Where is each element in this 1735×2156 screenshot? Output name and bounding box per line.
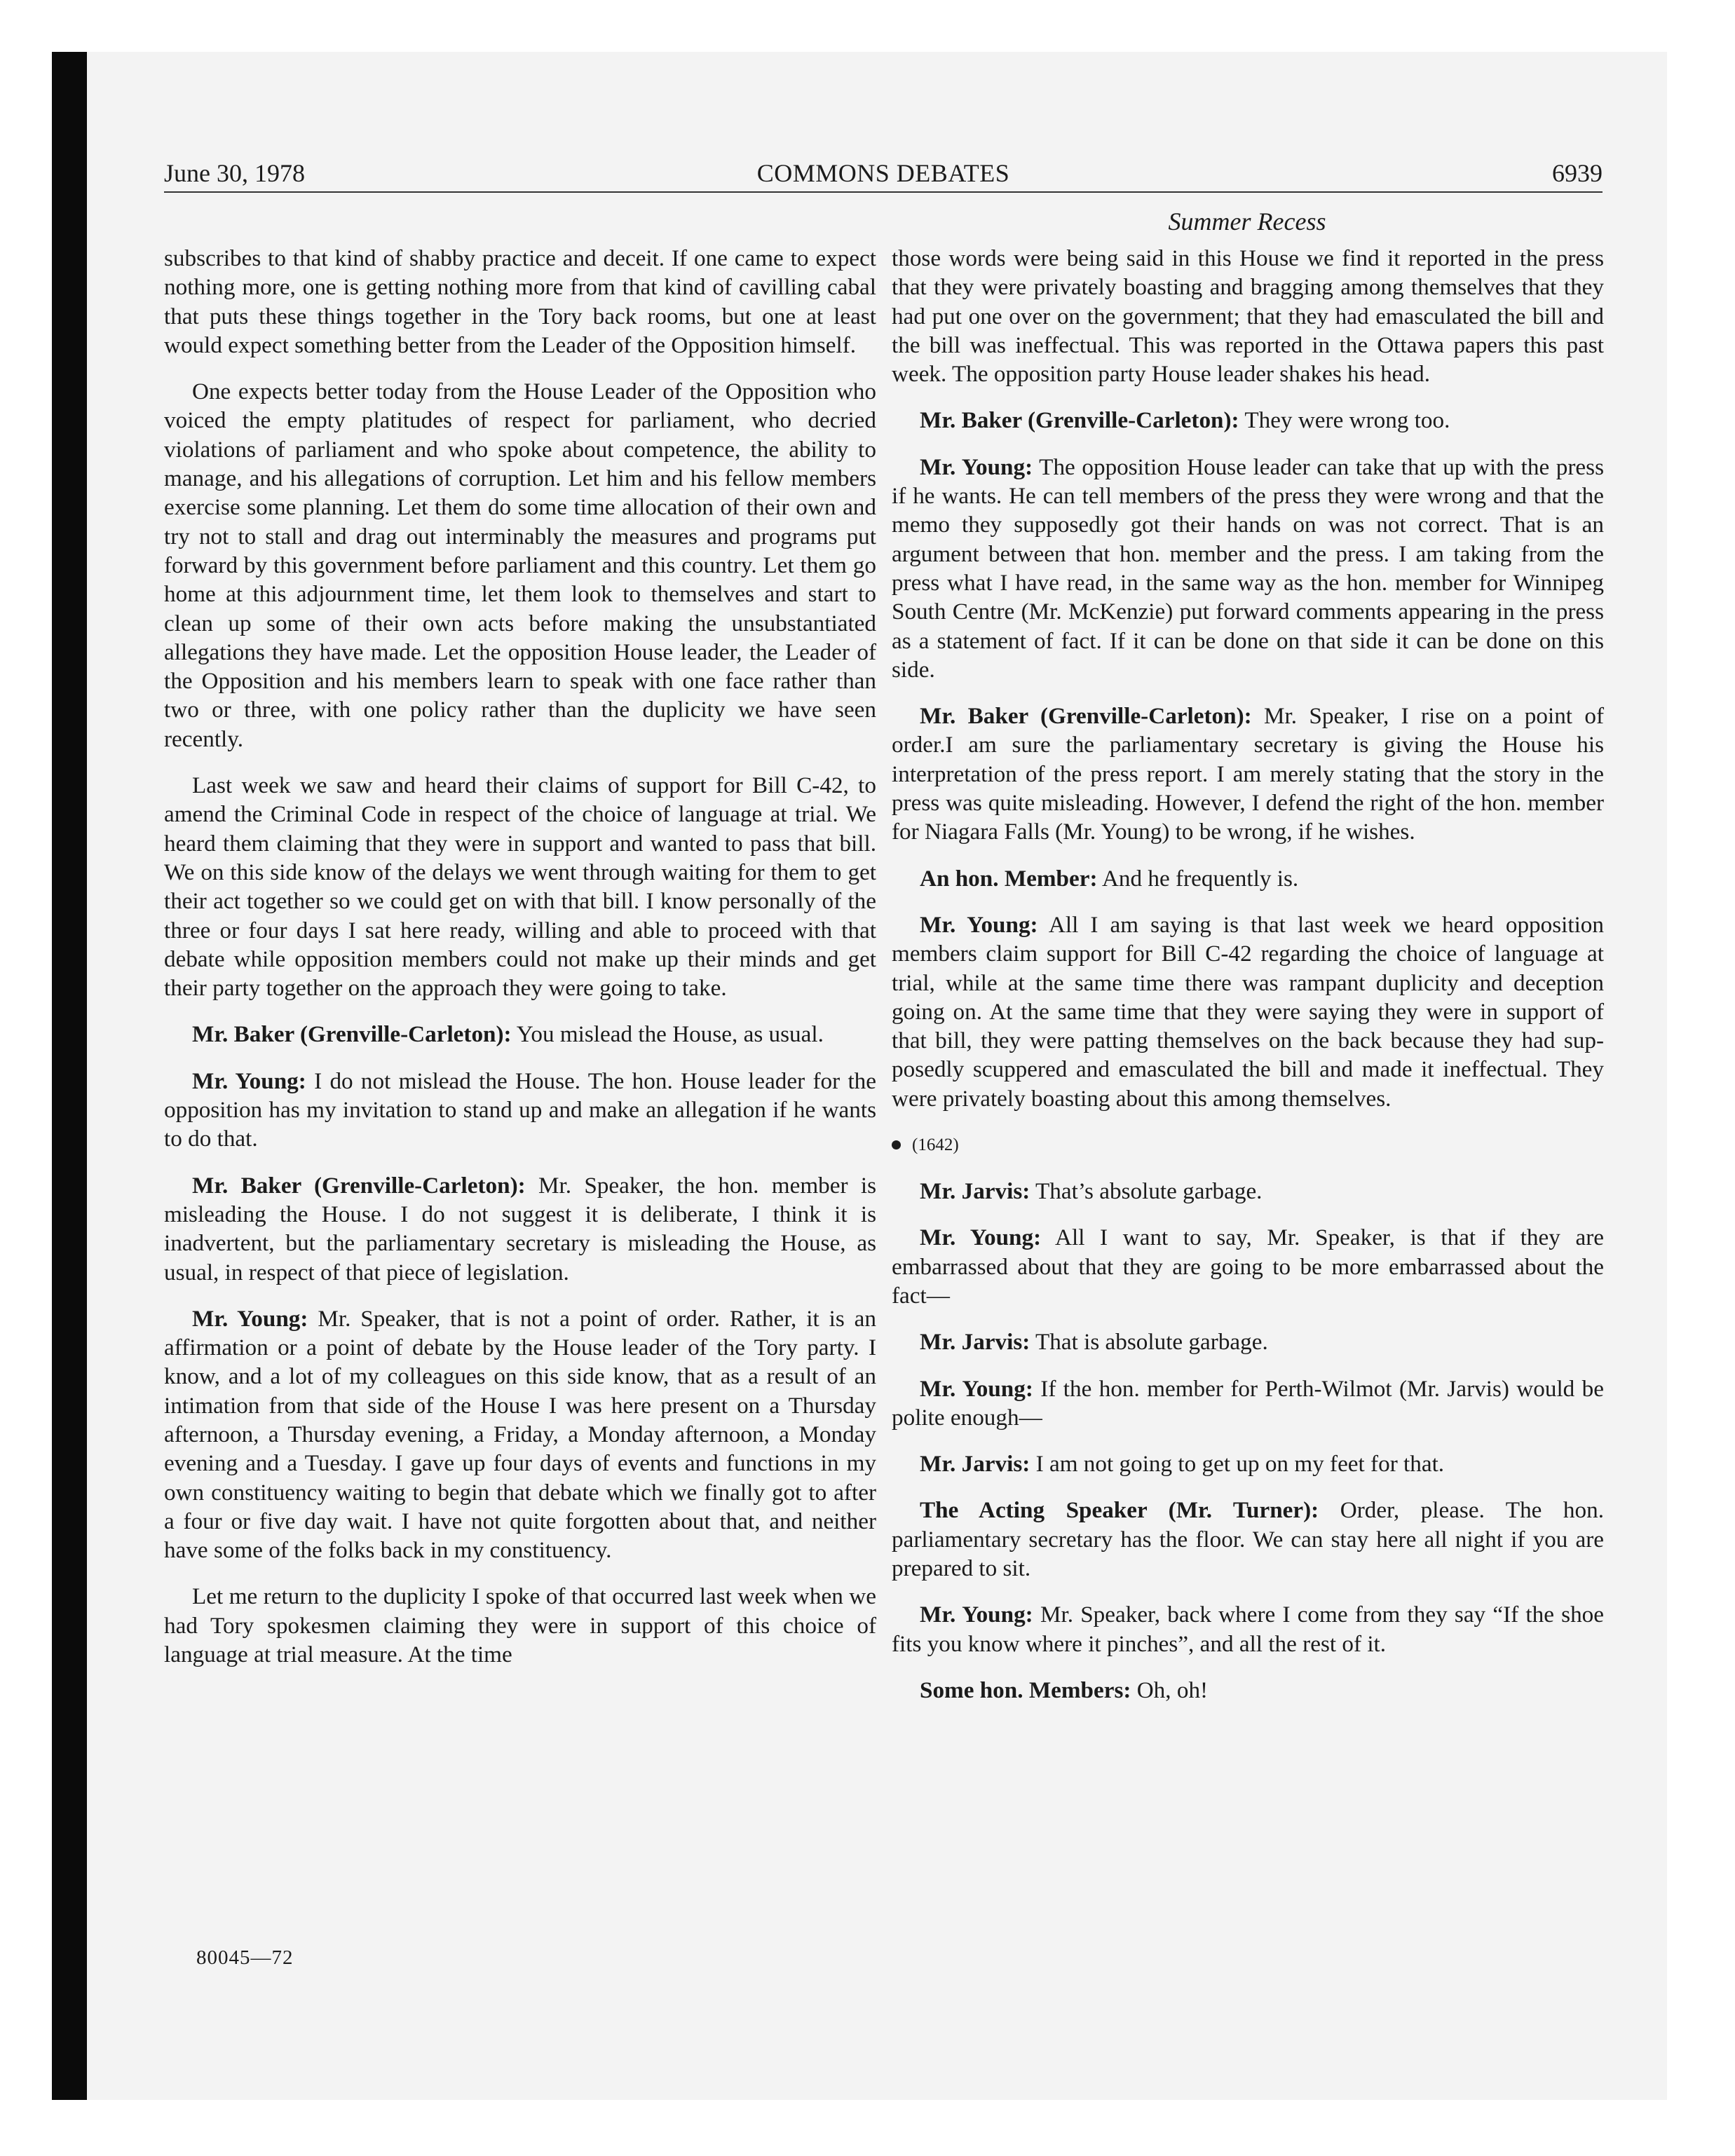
header-title: COMMONS DEBATES [756, 159, 1010, 187]
time-marker-text: (1642) [912, 1135, 959, 1155]
page-header [164, 156, 1603, 191]
speaker-name: Mr. Young: [920, 1602, 1033, 1628]
right-column [892, 244, 1604, 1722]
paragraph: those words were being said in this House we find it reported in the press that they were privately boasting and bragging among themselves that they had put one over on the government; that they had emasculated the bill and the bill was ineffectual. This was reported in the Ottawa papers this past week. The opposition party House leader shakes his head. [892, 245, 1604, 388]
speaker-name: Mr. Jarvis: [920, 1451, 1030, 1478]
speech-text: Oh, oh! [1136, 1677, 1209, 1703]
paragraph: Let me return to the duplicity I spoke of that occurred last week when we had Tory spokesmen claiming they were in support of this choice of language at trial measure. At the time [164, 1583, 876, 1668]
header-rule [164, 191, 1603, 193]
speech [892, 1328, 1604, 1356]
speech-text: Order, please. The hon. parliamentary secretary has the floor. We can stay here all night if you are prepared to sit. [892, 1497, 1605, 1581]
paragraph: Last week we saw and heard their claims of support for Bill C-42, to amend the Criminal Code in respect of the choice of language at trial. We heard them claiming that they were in support and wanted to pass that bill. We on this side know of the delays we went through waiting for them to get their act together so we could get on with that bill. I know personally of the three or four days I sat here ready, willing and able to proceed with that debate while opposition members could not make up their minds and get their party together on the approach they were going to take. [164, 772, 876, 1002]
speaker-name: The Acting Speaker (Mr. Turner): [920, 1497, 1319, 1524]
speaker-name: Mr. Jarvis: [920, 1329, 1030, 1356]
speech [164, 1171, 876, 1287]
speech [892, 702, 1604, 846]
speaker-name: Mr. Young: [920, 1375, 1033, 1402]
header-date: June 30, 1978 [164, 159, 305, 187]
speech [892, 1449, 1604, 1478]
speech [892, 1496, 1604, 1583]
speech-text: I am not going to get up on my feet for that. [1035, 1451, 1445, 1478]
section-title: Summer Recess [1168, 207, 1326, 236]
speech-text: You mislead the House, as usual. [516, 1021, 824, 1048]
speech [892, 406, 1604, 435]
speech-text: The opposition House leader can take that up with the press if he wants. He can tell members of the press they were wrong and that the memo they supposedly got their hands on was not correct. That is an argument between that hon. member and the press. I am taking from the press what I have read, in the same way as the hon. member for Winnipeg South Centre (Mr. McKenzie) put forward comments appearing in the press as a statement of fact. If it can be done on that side it can be done on this side. [892, 453, 1604, 683]
speech-text: All I am saying is that last week we heard opposition members claim support for Bill C-42 regarding the choice of language at trial, while at the same time there was rampant duplicity and deception going on. At the same time that they were saying they were in support of that bill, they were patting themselves on the back because they had supposedly scuppered and emasculated the bill and made it ineffectual. They were privately boasting about this among themselves. [892, 911, 1604, 1112]
speech-text: I do not mislead the House. The hon. House leader for the opposition has my invitation to stand up and make an allegation if he wants to do that. [164, 1067, 877, 1152]
footer-code: 80045—72 [196, 1946, 294, 1969]
speech [164, 1304, 876, 1565]
speaker-name: Some hon. Members: [920, 1677, 1131, 1703]
speech-text: All I want to say, Mr. Speaker, is that if they are embarrassed about that they are going to be more embarrassed about the fact— [892, 1224, 1605, 1309]
speech [892, 1374, 1604, 1433]
speaker-name: Mr. Jarvis: [920, 1178, 1030, 1205]
bullet-icon [892, 1140, 901, 1149]
speech [892, 1600, 1604, 1658]
paragraph: subscribes to that kind of shabby practice and deceit. If one came to expect nothing more, one is getting nothing more from that kind of cavilling cabal that puts these things together in the Tory back rooms, but one at least would expect something better from the Leader of the Opposition himself. [164, 245, 876, 358]
paragraph: One expects better today from the House Leader of the Opposition who voiced the empty platitudes of respect for parliament, who decried violations of parliament and who spoke about competence, the ability to manage, and his allegations of corruption. Let him and his fellow members exercise some planning. Let them do some time allocation of their own and try not to stall and drag out interminably the measures and programs put forward by this government before parliament and this country. Let them go home at this adjournment time, let them look to themselves and start to clean up some of their own acts before making the unsubstantiated allegations they have made. Let the opposition House leader, the Leader of the Opposition and his members learn to speak with one face rather than two or three, with one policy rather than the duplicity we have seen recently. [164, 378, 876, 752]
speech [892, 910, 1604, 1113]
speech [892, 1676, 1604, 1705]
speaker-name: Mr. Young: [920, 911, 1038, 938]
speaker-name: Mr. Young: [920, 453, 1033, 480]
speech-text: Mr. Speaker, the hon. member is misleading the House. I do not suggest it is deliberate, I think it is inadvertent, but the parliamentary secretary is misleading the House, as usual, in respect of that piece of legislation. [164, 1172, 876, 1285]
speaker-name: Mr. Young: [192, 1067, 306, 1094]
speaker-name: Mr. Young: [920, 1224, 1042, 1251]
speech-text: Mr. Speaker, back where I come from they say “If the shoe fits you know where it pinches”, and all the rest of it. [892, 1602, 1605, 1657]
time-marker [892, 1131, 1604, 1159]
speaker-name: An hon. Member: [920, 865, 1098, 892]
speech-text: And he frequently is. [1101, 865, 1299, 892]
speech [892, 1223, 1604, 1310]
left-column [164, 244, 876, 1686]
speech-text: They were wrong too. [1244, 407, 1450, 434]
speech-text: If the hon. member for Perth-Wilmot (Mr. Jarvis) would be polite enough— [892, 1375, 1604, 1431]
speech-text: Mr. Speaker, that is not a point of order. Rather, it is an affirmation or a point of debate by the House leader of the Tory party. I know, and a lot of my colleagues on this side know, that as a result of an intimation from that side of the House I was here present on a Thursday afternoon, a Thursday evening, a Friday, a Monday afternoon, a Monday evening and a Tuesday. I gave up four days of events and functions in my own constituency waiting to begin that debate which we finally got to after a four or five day wait. I have not quite forgotten about that, and neither have some of the folks back in my constituency. [164, 1305, 876, 1564]
page-number: 6939 [1552, 159, 1603, 187]
scan-border [52, 52, 87, 2100]
speech [164, 1067, 876, 1154]
speaker-name: Mr. Young: [192, 1305, 308, 1332]
speaker-name: Mr. Baker (Grenville-Carleton): [920, 703, 1252, 730]
speech [892, 864, 1604, 893]
speaker-name: Mr. Baker (Grenville-Carleton): [192, 1172, 526, 1199]
speech-text: That is absolute garbage. [1035, 1329, 1268, 1356]
speaker-name: Mr. Baker (Grenville-Carleton): [192, 1021, 512, 1048]
speech-text: Mr. Speaker, I rise on a point of order.I am sure the parliamentary secretary is giving the House his interpretation of the press report. I am merely stating that the story in the press was quite misleading. However, I defend the right of the hon. member for Niagara Falls (Mr. Young) to be wrong, if he wishes. [892, 703, 1604, 845]
speech-text: That’s absolute garbage. [1035, 1178, 1263, 1205]
speech [892, 1177, 1604, 1206]
speech [892, 453, 1604, 684]
speech [164, 1020, 876, 1049]
speaker-name: Mr. Baker (Grenville-Carleton): [920, 407, 1239, 434]
